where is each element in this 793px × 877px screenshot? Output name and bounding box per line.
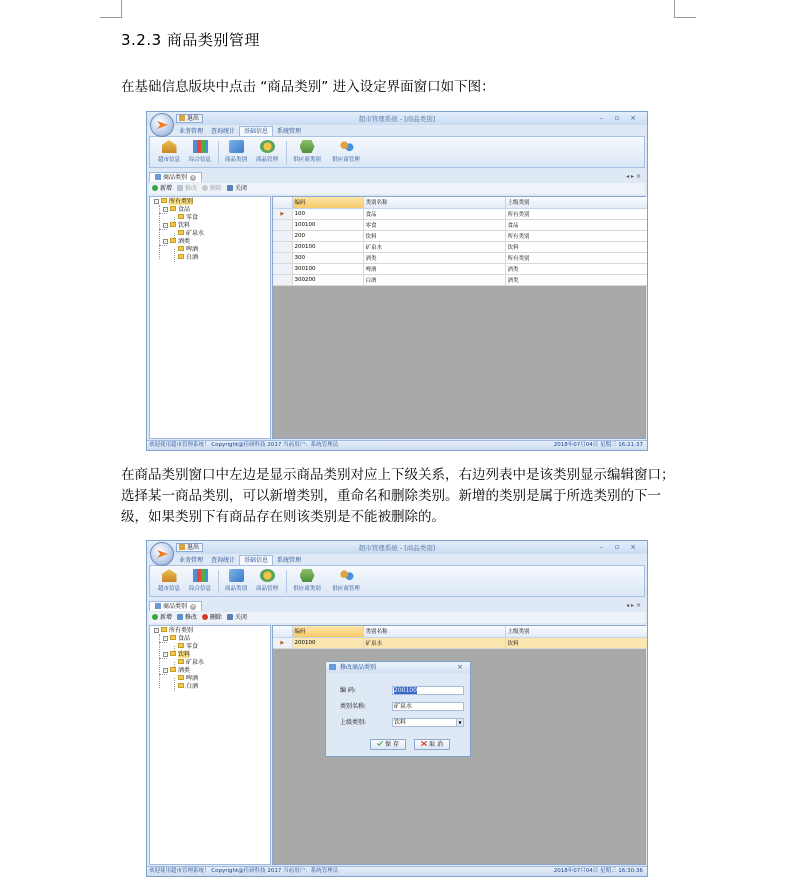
close-panel-icon (227, 614, 233, 620)
table-header-row (273, 197, 647, 208)
tab-system[interactable]: 系统管理 (277, 557, 302, 564)
tab-query[interactable]: 查询统计 (211, 128, 236, 135)
code-row (340, 686, 417, 695)
tree-node-water[interactable]: 矿泉水 (178, 230, 204, 238)
folder-icon (178, 230, 184, 235)
tab-basic-info[interactable]: 基础信息 (239, 126, 273, 136)
grid-icon (193, 140, 208, 153)
close-panel-icon (227, 185, 233, 191)
app-screenshot-edit-category (146, 540, 648, 877)
cell-parent: 饮料 (505, 241, 647, 252)
table-row[interactable] (273, 263, 647, 274)
window-title: 超市管理系统 - [商品类别] (358, 115, 436, 123)
app-logo-icon[interactable] (150, 542, 174, 566)
status-bar (147, 440, 647, 450)
exit-icon (179, 115, 185, 121)
collapse-icon[interactable]: - (164, 652, 167, 657)
edit-button[interactable]: 修改 (177, 612, 197, 623)
window-controls (593, 114, 641, 122)
cell-code: 200100 (292, 241, 363, 252)
app-titlebar (147, 541, 647, 554)
folder-icon (170, 651, 176, 656)
table-row[interactable] (273, 637, 647, 648)
folder-icon (178, 254, 184, 259)
ribbon-product[interactable]: 商品管理 (250, 569, 284, 592)
folder-icon (178, 214, 184, 219)
tree-node-baijiu[interactable]: 白酒 (178, 254, 198, 262)
edit-button[interactable]: 修改 (177, 183, 197, 194)
table-row[interactable] (273, 241, 647, 252)
category-icon (229, 140, 244, 153)
cell-code: 100 (292, 208, 363, 219)
collapse-icon[interactable]: - (155, 628, 158, 633)
cell-parent: 所有类别 (505, 252, 647, 263)
delete-icon (202, 185, 208, 191)
exit-icon (179, 544, 185, 550)
description-paragraph: 在商品类别窗口中左边是显示商品类别对应上下级关系，右边列表中是该类别显示编辑窗口；选择某一商品类别，可以新增类别，重命名和删除类别。新增的类别是属于所选类别的下一级，如果类别下有商品存在则该类别是不能被删除的。 (121, 467, 675, 525)
collapse-icon[interactable]: - (155, 199, 158, 204)
status-text: 欢迎使用超市管理系统！ Copyright@佳研科技 2017 当前用户：系统管理员 (149, 868, 339, 874)
exit-button[interactable]: 退出 (176, 114, 203, 123)
folder-icon (170, 667, 176, 672)
check-icon (377, 741, 383, 746)
tree-node-liquor[interactable]: - 酒类 (164, 667, 191, 674)
doc-tab-category[interactable]: 商品类别 × (149, 172, 202, 182)
maximize-button[interactable]: ▫ (614, 114, 620, 122)
cell-code: 300100 (292, 263, 363, 274)
minimize-button[interactable]: – (599, 543, 603, 551)
close-window-button[interactable]: × (630, 114, 636, 122)
table-row[interactable] (273, 230, 647, 241)
supplier-category-icon (300, 569, 315, 582)
dialog-close-button[interactable]: × (457, 663, 463, 671)
tree-node-root[interactable]: - 所有类别 (155, 198, 194, 205)
tab-system[interactable]: 系统管理 (277, 128, 302, 135)
tree-node-food[interactable]: - 食品 (164, 635, 191, 642)
product-icon (260, 140, 275, 153)
cell-name: 白酒 (363, 274, 505, 285)
cell-name: 酒类 (363, 252, 505, 263)
tree-node-snack[interactable]: 零食 (178, 643, 198, 651)
dialog-titlebar (326, 662, 470, 673)
section-heading: 3.2.3 商品类别管理 (121, 31, 260, 49)
collapse-icon[interactable]: - (164, 636, 167, 641)
edit-icon (177, 185, 183, 191)
category-table (273, 197, 648, 286)
ribbon-market-info[interactable]: 超市信息 (152, 140, 186, 163)
ribbon-general-info[interactable]: 综合信息 (183, 140, 217, 163)
supplier-icon (339, 569, 354, 582)
row-indicator (273, 230, 292, 241)
row-indicator (273, 263, 292, 274)
table-row[interactable] (273, 252, 647, 263)
cell-code: 200100 (292, 637, 363, 648)
menu-tabs (175, 555, 305, 565)
category-icon (229, 569, 244, 582)
supplier-category-icon (300, 140, 315, 153)
folder-icon (178, 246, 184, 251)
product-icon (260, 569, 275, 582)
folder-icon (170, 222, 176, 227)
new-button[interactable]: 新增 (152, 183, 172, 194)
row-indicator (273, 241, 292, 252)
app-logo-icon[interactable] (150, 113, 174, 137)
collapse-icon[interactable]: - (164, 207, 167, 212)
tree-node-baijiu[interactable]: 白酒 (178, 683, 198, 691)
edit-icon (177, 614, 183, 620)
ribbon-supplier[interactable]: 供应商管理 (326, 569, 366, 592)
folder-icon (178, 659, 184, 664)
save-button[interactable]: 保 存 (370, 739, 406, 750)
code-label: 编 码: (340, 687, 356, 694)
name-row (340, 702, 413, 711)
cell-code: 300 (292, 252, 363, 263)
dialog-title: 修改商品类别 (340, 664, 377, 671)
collapse-icon[interactable]: - (164, 239, 167, 244)
cell-name: 零食 (363, 219, 505, 230)
status-text: 欢迎使用超市管理系统！ Copyright@佳研科技 2017 当前用户：系统管理员 (149, 442, 339, 448)
category-grid (272, 196, 646, 439)
tree-node-drink[interactable]: - 饮料 (164, 222, 191, 229)
cell-name: 矿泉水 (363, 241, 505, 252)
cell-parent: 酒类 (505, 263, 647, 274)
plus-icon (152, 185, 158, 191)
cell-parent: 所有类别 (505, 208, 647, 219)
row-indicator (273, 252, 292, 263)
cell-parent: 所有类别 (505, 230, 647, 241)
folder-icon (178, 643, 184, 648)
cell-code: 100100 (292, 219, 363, 230)
maximize-button[interactable]: ▫ (614, 543, 620, 551)
parent-row (340, 718, 462, 727)
tree-node-root[interactable]: - 所有类别 (155, 627, 194, 634)
ribbon-category[interactable]: 商品类别 (219, 569, 253, 592)
ribbon (149, 565, 645, 597)
ribbon (149, 136, 645, 168)
row-indicator (273, 219, 292, 230)
menu-tabs (175, 126, 305, 136)
doc-tab-category[interactable]: 商品类别 × (149, 601, 202, 611)
parent-select[interactable]: 饮料 ▼ (392, 718, 464, 727)
delete-button[interactable]: 删除 (202, 183, 222, 194)
cell-name: 食品 (363, 208, 505, 219)
name-input[interactable]: 矿泉水 (392, 702, 464, 711)
close-tab-icon[interactable]: × (190, 175, 196, 181)
grid-icon (193, 569, 208, 582)
building-icon (162, 569, 177, 582)
column-header-name[interactable]: 类别名称 (363, 626, 505, 637)
delete-button[interactable]: 删除 (202, 612, 222, 623)
tree-node-beer[interactable]: 啤酒 (178, 246, 198, 254)
folder-icon (161, 627, 167, 632)
cell-name: 啤酒 (363, 263, 505, 274)
column-header-code[interactable]: 编码 (292, 197, 363, 208)
tree-line (174, 249, 175, 262)
table-header-row (273, 626, 647, 637)
page-corner-mark-right (674, 0, 696, 18)
collapse-icon[interactable]: - (164, 223, 167, 228)
table-row[interactable] (273, 274, 647, 285)
app-screenshot-category-list (146, 111, 648, 451)
close-tab-icon[interactable]: × (190, 604, 196, 610)
folder-icon (161, 198, 167, 203)
supplier-icon (339, 140, 354, 153)
tree-node-snack[interactable]: 零食 (178, 214, 198, 222)
tree-node-water[interactable]: 矿泉水 (178, 659, 204, 667)
plus-icon (152, 614, 158, 620)
status-datetime: 2018年07月04日 星期三 16:30:36 (553, 868, 643, 874)
tab-basic-info[interactable]: 基础信息 (239, 555, 273, 565)
tree-node-liquor[interactable]: - 酒类 (164, 238, 191, 245)
tab-business[interactable]: 业务管理 (179, 128, 204, 135)
parent-label: 上级类别: (340, 719, 367, 726)
new-button[interactable]: 新增 (152, 612, 172, 623)
ribbon-general-info[interactable]: 综合信息 (183, 569, 217, 592)
tab-scroll-arrows[interactable]: ◂ ▸ × (626, 602, 641, 609)
status-datetime: 2018年07月04日 星期三 16:21:37 (553, 442, 643, 448)
cell-code: 200 (292, 230, 363, 241)
name-label: 类别名称: (340, 703, 367, 710)
ribbon-market-info[interactable]: 超市信息 (152, 569, 186, 592)
page-corner-mark-left (100, 0, 122, 18)
ribbon-supplier-category[interactable]: 供应商类别 (287, 140, 327, 163)
window-controls (593, 543, 641, 551)
window-title: 超市管理系统 - [商品类别] (358, 544, 436, 552)
row-indicator-header (273, 197, 292, 208)
cell-name: 饮料 (363, 230, 505, 241)
status-bar (147, 866, 647, 876)
ribbon-supplier-category[interactable]: 供应商类别 (287, 569, 327, 592)
building-icon (162, 140, 177, 153)
app-titlebar (147, 112, 647, 125)
ribbon-supplier[interactable]: 供应商管理 (326, 140, 366, 163)
tab-query[interactable]: 查询统计 (211, 557, 236, 564)
close-button[interactable]: 关闭 (227, 612, 247, 623)
ribbon-category[interactable]: 商品类别 (219, 140, 253, 163)
folder-icon (178, 683, 184, 688)
dialog-icon (329, 664, 336, 670)
row-indicator-header (273, 626, 292, 637)
category-tree (149, 196, 271, 439)
exit-button[interactable]: 退出 (176, 543, 203, 552)
cell-parent: 酒类 (505, 274, 647, 285)
row-indicator-icon: ▶ (273, 208, 292, 219)
chevron-down-icon[interactable]: ▼ (456, 719, 463, 726)
row-indicator (273, 274, 292, 285)
tab-business[interactable]: 业务管理 (179, 557, 204, 564)
table-row[interactable] (273, 219, 647, 230)
close-button[interactable]: 关闭 (227, 183, 247, 194)
tab-icon (155, 603, 161, 609)
folder-icon (178, 675, 184, 680)
toolbar (149, 612, 645, 623)
minimize-button[interactable]: – (599, 114, 603, 122)
tree-node-drink[interactable]: - 饮料 (164, 651, 191, 658)
toolbar (149, 183, 645, 194)
column-header-code[interactable]: 编码 (292, 626, 363, 637)
folder-icon (170, 635, 176, 640)
cell-name: 矿泉水 (363, 637, 505, 648)
edit-category-dialog (325, 661, 471, 757)
code-input[interactable]: 200100 (392, 686, 464, 695)
cell-parent: 食品 (505, 219, 647, 230)
column-header-parent[interactable]: 上级类别 (505, 626, 647, 637)
collapse-icon[interactable]: - (164, 668, 167, 673)
category-table (273, 626, 648, 649)
close-window-button[interactable]: × (630, 543, 636, 551)
cell-code: 300200 (292, 274, 363, 285)
delete-icon (202, 614, 208, 620)
column-header-parent[interactable]: 上级类别 (505, 197, 647, 208)
cross-icon (421, 741, 427, 746)
folder-icon (170, 206, 176, 211)
column-header-name[interactable]: 类别名称 (363, 197, 505, 208)
cell-parent: 饮料 (505, 637, 647, 648)
folder-icon (170, 238, 176, 243)
intro-paragraph: 在基础信息版块中点击 “商品类别” 进入设定界面窗口如下图： (121, 79, 495, 95)
tab-scroll-arrows[interactable]: ◂ ▸ × (626, 173, 641, 180)
tree-node-beer[interactable]: 啤酒 (178, 675, 198, 683)
tab-icon (155, 174, 161, 180)
table-row[interactable] (273, 208, 647, 219)
cancel-button[interactable]: 取 消 (414, 739, 450, 750)
ribbon-product[interactable]: 商品管理 (250, 140, 284, 163)
category-tree (149, 625, 271, 865)
row-indicator-icon: ▶ (273, 637, 292, 648)
tree-node-food[interactable]: - 食品 (164, 206, 191, 213)
tree-line (174, 678, 175, 691)
